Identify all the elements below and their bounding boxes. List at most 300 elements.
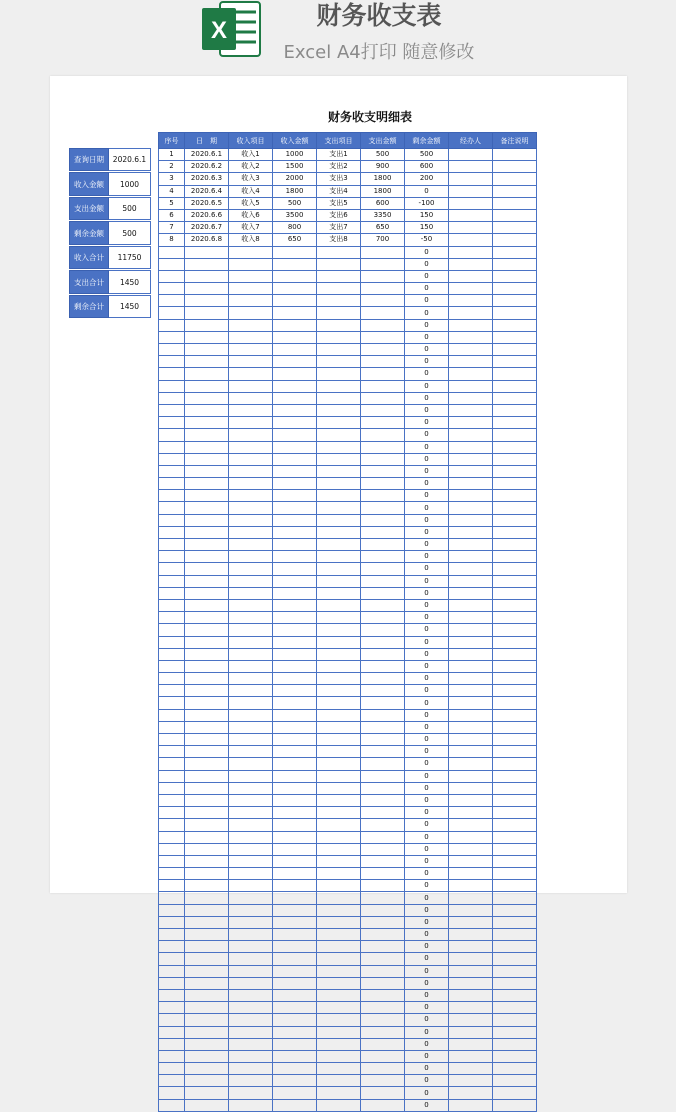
- table-cell[interactable]: [229, 490, 273, 502]
- table-cell[interactable]: 0: [405, 916, 449, 928]
- table-cell[interactable]: [273, 1038, 317, 1050]
- table-cell[interactable]: 0: [405, 697, 449, 709]
- table-cell[interactable]: [159, 587, 185, 599]
- table-cell[interactable]: [317, 356, 361, 368]
- table-cell[interactable]: [185, 843, 229, 855]
- table-cell[interactable]: [449, 380, 493, 392]
- table-cell[interactable]: 0: [405, 563, 449, 575]
- table-cell[interactable]: [273, 1002, 317, 1014]
- table-cell[interactable]: [449, 465, 493, 477]
- table-cell[interactable]: [229, 441, 273, 453]
- table-cell[interactable]: [449, 941, 493, 953]
- table-cell[interactable]: 0: [405, 721, 449, 733]
- table-cell[interactable]: 0: [405, 1063, 449, 1075]
- table-cell[interactable]: [229, 770, 273, 782]
- table-cell[interactable]: 0: [405, 965, 449, 977]
- table-cell[interactable]: [185, 563, 229, 575]
- table-cell[interactable]: 0: [405, 904, 449, 916]
- table-cell[interactable]: [273, 697, 317, 709]
- table-cell[interactable]: [159, 794, 185, 806]
- table-cell[interactable]: [273, 892, 317, 904]
- table-cell[interactable]: [317, 843, 361, 855]
- table-cell[interactable]: 0: [405, 673, 449, 685]
- table-cell[interactable]: [229, 356, 273, 368]
- table-cell[interactable]: [493, 478, 537, 490]
- table-cell[interactable]: [273, 880, 317, 892]
- table-cell[interactable]: [273, 916, 317, 928]
- table-cell[interactable]: [185, 989, 229, 1001]
- table-cell[interactable]: [185, 977, 229, 989]
- table-cell[interactable]: [449, 575, 493, 587]
- table-cell[interactable]: [185, 1063, 229, 1075]
- table-cell[interactable]: 0: [405, 989, 449, 1001]
- table-cell[interactable]: 500: [405, 149, 449, 161]
- table-cell[interactable]: [273, 904, 317, 916]
- table-cell[interactable]: [493, 234, 537, 246]
- table-cell[interactable]: [185, 807, 229, 819]
- table-cell[interactable]: [273, 417, 317, 429]
- table-cell[interactable]: [185, 709, 229, 721]
- table-cell[interactable]: [159, 624, 185, 636]
- table-cell[interactable]: 0: [405, 929, 449, 941]
- table-cell[interactable]: [229, 1014, 273, 1026]
- table-cell[interactable]: [361, 502, 405, 514]
- table-cell[interactable]: [361, 953, 405, 965]
- table-cell[interactable]: [493, 295, 537, 307]
- table-cell[interactable]: [229, 307, 273, 319]
- table-cell[interactable]: [361, 563, 405, 575]
- table-cell[interactable]: [317, 478, 361, 490]
- table-cell[interactable]: [361, 685, 405, 697]
- table-cell[interactable]: [493, 673, 537, 685]
- table-cell[interactable]: [159, 673, 185, 685]
- table-cell[interactable]: [273, 989, 317, 1001]
- table-cell[interactable]: 支出5: [317, 197, 361, 209]
- table-cell[interactable]: 1: [159, 149, 185, 161]
- table-cell[interactable]: [159, 709, 185, 721]
- table-cell[interactable]: [361, 1087, 405, 1099]
- table-cell[interactable]: [229, 819, 273, 831]
- table-cell[interactable]: [317, 794, 361, 806]
- table-cell[interactable]: [229, 624, 273, 636]
- table-cell[interactable]: [185, 502, 229, 514]
- table-cell[interactable]: [449, 673, 493, 685]
- table-cell[interactable]: [229, 417, 273, 429]
- table-cell[interactable]: [317, 1050, 361, 1062]
- table-cell[interactable]: 4: [159, 185, 185, 197]
- table-cell[interactable]: [159, 831, 185, 843]
- table-cell[interactable]: [273, 673, 317, 685]
- table-cell[interactable]: [185, 1087, 229, 1099]
- table-cell[interactable]: [229, 502, 273, 514]
- table-cell[interactable]: 1800: [361, 185, 405, 197]
- table-cell[interactable]: [449, 989, 493, 1001]
- table-cell[interactable]: [273, 977, 317, 989]
- table-cell[interactable]: [449, 209, 493, 221]
- table-cell[interactable]: 收入7: [229, 222, 273, 234]
- table-cell[interactable]: [185, 880, 229, 892]
- table-cell[interactable]: [361, 892, 405, 904]
- table-cell[interactable]: [273, 685, 317, 697]
- table-cell[interactable]: [361, 648, 405, 660]
- table-cell[interactable]: [361, 1075, 405, 1087]
- table-cell[interactable]: [317, 734, 361, 746]
- table-cell[interactable]: [449, 404, 493, 416]
- table-cell[interactable]: [449, 514, 493, 526]
- table-cell[interactable]: [159, 344, 185, 356]
- table-cell[interactable]: [449, 794, 493, 806]
- table-cell[interactable]: [273, 514, 317, 526]
- table-cell[interactable]: [159, 380, 185, 392]
- table-cell[interactable]: [317, 746, 361, 758]
- table-cell[interactable]: 0: [405, 1026, 449, 1038]
- table-cell[interactable]: [493, 770, 537, 782]
- table-cell[interactable]: 0: [405, 770, 449, 782]
- table-cell[interactable]: [273, 953, 317, 965]
- table-cell[interactable]: [159, 1063, 185, 1075]
- table-cell[interactable]: [493, 514, 537, 526]
- table-cell[interactable]: 收入5: [229, 197, 273, 209]
- table-cell[interactable]: [493, 1063, 537, 1075]
- table-cell[interactable]: [185, 539, 229, 551]
- table-cell[interactable]: [185, 1075, 229, 1087]
- table-cell[interactable]: [185, 953, 229, 965]
- table-cell[interactable]: [449, 770, 493, 782]
- table-cell[interactable]: [185, 782, 229, 794]
- table-cell[interactable]: [449, 161, 493, 173]
- table-cell[interactable]: [273, 429, 317, 441]
- table-cell[interactable]: [493, 599, 537, 611]
- table-cell[interactable]: [185, 673, 229, 685]
- table-cell[interactable]: [159, 368, 185, 380]
- table-cell[interactable]: [493, 209, 537, 221]
- table-cell[interactable]: [449, 295, 493, 307]
- table-cell[interactable]: [317, 417, 361, 429]
- table-cell[interactable]: [493, 551, 537, 563]
- table-cell[interactable]: [317, 490, 361, 502]
- table-cell[interactable]: [493, 624, 537, 636]
- table-cell[interactable]: [185, 624, 229, 636]
- table-cell[interactable]: 支出6: [317, 209, 361, 221]
- table-cell[interactable]: [361, 770, 405, 782]
- table-cell[interactable]: [493, 417, 537, 429]
- table-cell[interactable]: [449, 368, 493, 380]
- table-cell[interactable]: [159, 331, 185, 343]
- table-cell[interactable]: [317, 441, 361, 453]
- table-cell[interactable]: [449, 929, 493, 941]
- table-cell[interactable]: [361, 807, 405, 819]
- table-cell[interactable]: [449, 307, 493, 319]
- table-cell[interactable]: [185, 1038, 229, 1050]
- table-cell[interactable]: [273, 392, 317, 404]
- table-cell[interactable]: [493, 1050, 537, 1062]
- table-cell[interactable]: [185, 892, 229, 904]
- table-cell[interactable]: [493, 989, 537, 1001]
- table-cell[interactable]: [159, 599, 185, 611]
- table-cell[interactable]: [361, 392, 405, 404]
- table-cell[interactable]: [229, 270, 273, 282]
- table-cell[interactable]: [273, 1075, 317, 1087]
- table-cell[interactable]: [317, 392, 361, 404]
- table-cell[interactable]: [159, 295, 185, 307]
- table-cell[interactable]: [229, 831, 273, 843]
- table-cell[interactable]: [229, 868, 273, 880]
- table-cell[interactable]: [449, 721, 493, 733]
- table-cell[interactable]: [449, 697, 493, 709]
- table-cell[interactable]: 650: [273, 234, 317, 246]
- table-cell[interactable]: 0: [405, 575, 449, 587]
- table-cell[interactable]: [361, 331, 405, 343]
- table-cell[interactable]: [159, 892, 185, 904]
- table-cell[interactable]: [493, 368, 537, 380]
- table-cell[interactable]: [317, 636, 361, 648]
- table-cell[interactable]: [185, 344, 229, 356]
- table-cell[interactable]: [273, 758, 317, 770]
- table-cell[interactable]: [273, 331, 317, 343]
- table-cell[interactable]: [449, 197, 493, 209]
- table-cell[interactable]: [493, 941, 537, 953]
- table-cell[interactable]: [493, 734, 537, 746]
- table-cell[interactable]: [449, 344, 493, 356]
- table-cell[interactable]: [229, 331, 273, 343]
- table-cell[interactable]: [185, 831, 229, 843]
- table-cell[interactable]: [159, 868, 185, 880]
- table-cell[interactable]: [317, 563, 361, 575]
- table-cell[interactable]: 1000: [273, 149, 317, 161]
- table-cell[interactable]: [493, 929, 537, 941]
- table-cell[interactable]: 2: [159, 161, 185, 173]
- table-cell[interactable]: [493, 502, 537, 514]
- table-cell[interactable]: 0: [405, 648, 449, 660]
- table-cell[interactable]: 0: [405, 551, 449, 563]
- table-cell[interactable]: [361, 417, 405, 429]
- table-cell[interactable]: [317, 575, 361, 587]
- table-cell[interactable]: 支出1: [317, 149, 361, 161]
- table-cell[interactable]: [361, 782, 405, 794]
- table-cell[interactable]: [361, 599, 405, 611]
- table-cell[interactable]: [449, 855, 493, 867]
- table-cell[interactable]: [229, 575, 273, 587]
- table-cell[interactable]: [493, 283, 537, 295]
- table-cell[interactable]: 0: [405, 880, 449, 892]
- table-cell[interactable]: [229, 758, 273, 770]
- table-cell[interactable]: [361, 465, 405, 477]
- table-cell[interactable]: [361, 721, 405, 733]
- table-cell[interactable]: [159, 965, 185, 977]
- table-cell[interactable]: [361, 295, 405, 307]
- table-cell[interactable]: [159, 648, 185, 660]
- table-cell[interactable]: [159, 392, 185, 404]
- table-cell[interactable]: [159, 417, 185, 429]
- table-cell[interactable]: [229, 599, 273, 611]
- table-cell[interactable]: 收入1: [229, 149, 273, 161]
- table-cell[interactable]: 8: [159, 234, 185, 246]
- table-cell[interactable]: [361, 526, 405, 538]
- table-cell[interactable]: [185, 1014, 229, 1026]
- table-cell[interactable]: [317, 612, 361, 624]
- table-cell[interactable]: [317, 880, 361, 892]
- table-cell[interactable]: [185, 916, 229, 928]
- table-cell[interactable]: 0: [405, 319, 449, 331]
- table-cell[interactable]: [229, 344, 273, 356]
- table-cell[interactable]: [185, 648, 229, 660]
- table-cell[interactable]: [317, 770, 361, 782]
- table-cell[interactable]: [273, 380, 317, 392]
- table-cell[interactable]: 支出4: [317, 185, 361, 197]
- table-cell[interactable]: [361, 989, 405, 1001]
- table-cell[interactable]: [361, 977, 405, 989]
- table-cell[interactable]: 0: [405, 270, 449, 282]
- table-cell[interactable]: [361, 490, 405, 502]
- table-cell[interactable]: [449, 222, 493, 234]
- table-cell[interactable]: [361, 1063, 405, 1075]
- table-cell[interactable]: [361, 380, 405, 392]
- table-cell[interactable]: 0: [405, 502, 449, 514]
- table-cell[interactable]: [185, 551, 229, 563]
- table-cell[interactable]: [449, 746, 493, 758]
- table-cell[interactable]: [493, 721, 537, 733]
- table-cell[interactable]: [361, 746, 405, 758]
- table-cell[interactable]: 0: [405, 1014, 449, 1026]
- table-cell[interactable]: [273, 563, 317, 575]
- table-cell[interactable]: 0: [405, 429, 449, 441]
- table-cell[interactable]: [273, 319, 317, 331]
- table-cell[interactable]: [185, 478, 229, 490]
- table-cell[interactable]: [273, 368, 317, 380]
- table-cell[interactable]: [229, 636, 273, 648]
- table-cell[interactable]: 0: [405, 478, 449, 490]
- table-cell[interactable]: [273, 1050, 317, 1062]
- table-cell[interactable]: [493, 1014, 537, 1026]
- table-cell[interactable]: 0: [405, 1075, 449, 1087]
- table-cell[interactable]: [317, 270, 361, 282]
- table-cell[interactable]: [449, 734, 493, 746]
- table-cell[interactable]: [273, 636, 317, 648]
- table-cell[interactable]: [317, 599, 361, 611]
- table-cell[interactable]: [159, 1075, 185, 1087]
- table-cell[interactable]: [273, 490, 317, 502]
- table-cell[interactable]: [449, 1063, 493, 1075]
- table-cell[interactable]: [273, 965, 317, 977]
- table-cell[interactable]: [185, 490, 229, 502]
- table-cell[interactable]: [273, 929, 317, 941]
- table-cell[interactable]: [317, 539, 361, 551]
- table-cell[interactable]: [449, 965, 493, 977]
- table-cell[interactable]: 0: [405, 258, 449, 270]
- table-cell[interactable]: 500: [273, 197, 317, 209]
- table-cell[interactable]: [273, 453, 317, 465]
- table-cell[interactable]: [159, 989, 185, 1001]
- table-cell[interactable]: [449, 1038, 493, 1050]
- table-cell[interactable]: [185, 465, 229, 477]
- table-cell[interactable]: [449, 953, 493, 965]
- table-cell[interactable]: [229, 746, 273, 758]
- summary-value-cell[interactable]: 500: [109, 197, 151, 220]
- table-cell[interactable]: [229, 246, 273, 258]
- table-cell[interactable]: [449, 563, 493, 575]
- table-cell[interactable]: 3: [159, 173, 185, 185]
- table-cell[interactable]: [317, 941, 361, 953]
- table-cell[interactable]: [185, 453, 229, 465]
- table-cell[interactable]: [361, 794, 405, 806]
- table-cell[interactable]: [159, 843, 185, 855]
- table-cell[interactable]: [273, 770, 317, 782]
- table-cell[interactable]: [493, 892, 537, 904]
- table-cell[interactable]: [159, 636, 185, 648]
- table-cell[interactable]: 0: [405, 612, 449, 624]
- table-cell[interactable]: [449, 685, 493, 697]
- table-cell[interactable]: [317, 721, 361, 733]
- table-cell[interactable]: [317, 892, 361, 904]
- table-cell[interactable]: [493, 222, 537, 234]
- table-cell[interactable]: 6: [159, 209, 185, 221]
- table-cell[interactable]: [273, 660, 317, 672]
- table-cell[interactable]: [361, 904, 405, 916]
- table-cell[interactable]: [229, 807, 273, 819]
- table-cell[interactable]: 150: [405, 209, 449, 221]
- table-cell[interactable]: [449, 478, 493, 490]
- table-cell[interactable]: [185, 392, 229, 404]
- table-cell[interactable]: [317, 673, 361, 685]
- table-cell[interactable]: [361, 1026, 405, 1038]
- table-cell[interactable]: [361, 916, 405, 928]
- table-cell[interactable]: 650: [361, 222, 405, 234]
- table-cell[interactable]: [273, 344, 317, 356]
- table-cell[interactable]: [159, 685, 185, 697]
- table-cell[interactable]: [317, 502, 361, 514]
- table-cell[interactable]: [273, 587, 317, 599]
- table-cell[interactable]: [185, 636, 229, 648]
- table-cell[interactable]: [317, 868, 361, 880]
- table-cell[interactable]: [361, 575, 405, 587]
- table-cell[interactable]: [449, 904, 493, 916]
- table-cell[interactable]: [361, 441, 405, 453]
- table-cell[interactable]: 0: [405, 356, 449, 368]
- table-cell[interactable]: 600: [361, 197, 405, 209]
- table-cell[interactable]: [317, 648, 361, 660]
- table-cell[interactable]: [317, 514, 361, 526]
- table-cell[interactable]: [229, 929, 273, 941]
- table-cell[interactable]: [361, 612, 405, 624]
- table-cell[interactable]: [361, 368, 405, 380]
- table-cell[interactable]: 0: [405, 819, 449, 831]
- table-cell[interactable]: 0: [405, 526, 449, 538]
- table-cell[interactable]: [159, 916, 185, 928]
- table-cell[interactable]: [185, 283, 229, 295]
- table-cell[interactable]: 0: [405, 843, 449, 855]
- table-cell[interactable]: [229, 380, 273, 392]
- table-cell[interactable]: [185, 514, 229, 526]
- table-cell[interactable]: [185, 270, 229, 282]
- table-cell[interactable]: 0: [405, 344, 449, 356]
- table-cell[interactable]: [159, 1087, 185, 1099]
- table-cell[interactable]: [185, 319, 229, 331]
- table-cell[interactable]: [361, 758, 405, 770]
- table-cell[interactable]: [493, 173, 537, 185]
- table-cell[interactable]: [361, 319, 405, 331]
- table-cell[interactable]: [317, 989, 361, 1001]
- table-cell[interactable]: [229, 283, 273, 295]
- table-cell[interactable]: [273, 855, 317, 867]
- table-cell[interactable]: [449, 599, 493, 611]
- table-cell[interactable]: [317, 1087, 361, 1099]
- table-cell[interactable]: [185, 746, 229, 758]
- table-cell[interactable]: [361, 258, 405, 270]
- table-cell[interactable]: 0: [405, 831, 449, 843]
- table-cell[interactable]: [493, 660, 537, 672]
- table-cell[interactable]: [493, 904, 537, 916]
- table-cell[interactable]: [229, 965, 273, 977]
